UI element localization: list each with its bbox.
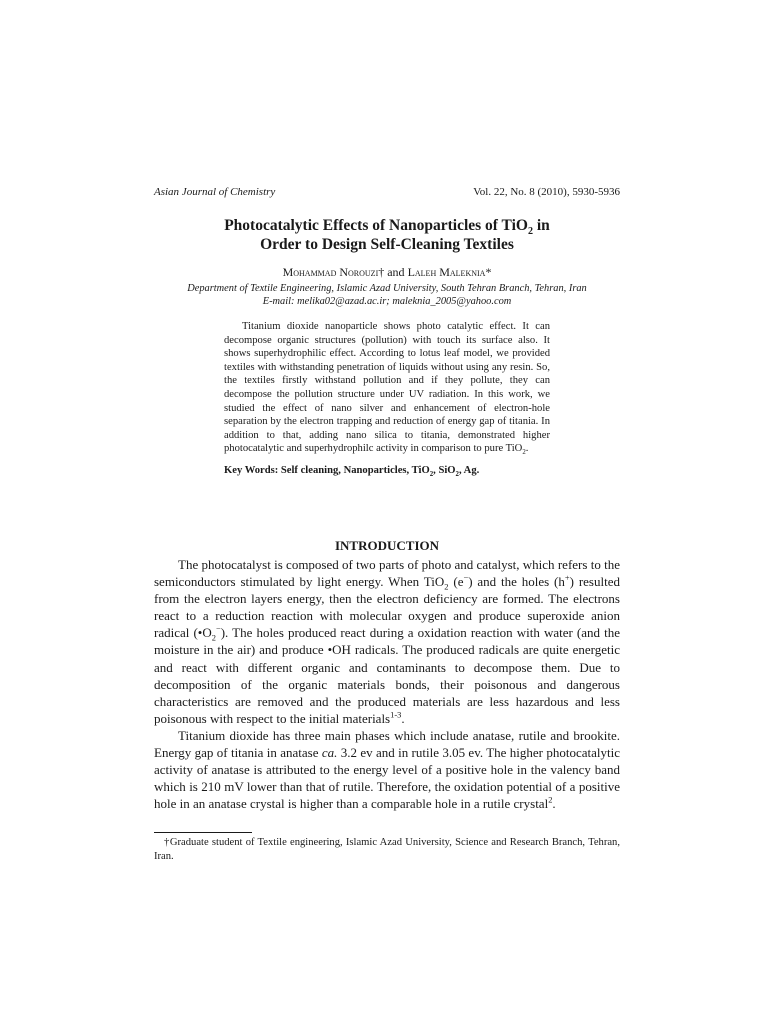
p1-sub-1: 2	[444, 581, 449, 592]
p1-radical: •O	[197, 625, 212, 641]
journal-name: Asian Journal of Chemistry	[154, 186, 276, 198]
paragraph-2	[154, 727, 620, 812]
author-joiner: and	[384, 265, 408, 279]
volume-citation: Vol. 22, No. 8 (2010), 5930-5936	[473, 186, 620, 198]
p1-sup-1: −	[463, 572, 469, 583]
title-line-1	[154, 216, 620, 238]
article-title	[154, 216, 620, 254]
author-2-mark: *	[485, 265, 492, 279]
introduction-body	[154, 556, 620, 812]
title-text-1b: in	[533, 217, 550, 234]
keywords-sub-2: 2	[455, 471, 459, 479]
author-1-mark: †	[378, 265, 385, 279]
abstract-text	[224, 320, 550, 456]
keywords-text: Key Words: Self cleaning, Nanoparticles, TiO	[224, 465, 430, 476]
title-text-1: Photocatalytic Effects of Nanoparticles of TiO	[224, 217, 528, 234]
abstract-subscript: 2	[522, 449, 526, 457]
email: E-mail: melika02@azad.ac.ir; maleknia_2005@yahoo.com	[262, 296, 512, 307]
p1-text-c: ) and the holes (h	[468, 574, 565, 590]
paragraph-1	[154, 556, 620, 727]
title-subscript: 2	[527, 226, 533, 238]
abstract	[224, 320, 550, 456]
author-1: Mohammad Norouzi	[282, 265, 379, 279]
p2-text-c: .	[552, 796, 556, 812]
title-line-2: Order to Design Self-Cleaning Textiles	[260, 236, 514, 253]
abstract-end: .	[525, 443, 529, 455]
footnote-rule	[154, 832, 252, 833]
section-heading: INTRODUCTION	[334, 538, 439, 553]
keywords	[224, 465, 550, 479]
p2-text-a: Titanium dioxide has three main phases which include anatase, rutile and brookite. Energy gap of titania in anatase	[154, 727, 620, 761]
p1-text-a: The photocatalyst is composed of two parts of photo and catalyst, which refers to the semiconductors stimulated by light energy. When TiO	[154, 557, 620, 590]
abstract-body: Titanium dioxide nanoparticle shows photo catalytic effect. It can decompose organic structures (pollution) with touch its surface also. It shows superhydrophilic effect. According to lotus leaf model, we provided textiles with withstanding penetration of liquids without using any resin. So, the textiles firstly withstand pollution and if they pollute, they can decompose the pollution structure under UV radiation. In this work, we studied the effect of nano silver and enhancement of electron-hole separation by the electron trapping and reduction of energy gap of titania. In addition to that, adding nano silica to titania, demonstrated higher photocatalytic and superhydrophilc activity in comparison to pure TiO	[224, 321, 550, 455]
p2-text-b: 3.2 ev and in rutile 3.05 ev. The higher photocatalytic activity of anatase is attributed to the energy level of a positive hole in the valency band which is 210 mV lower than that of rutile. Therefore, the oxidation potential of a positive hole in an anatase crystal is higher than a comparable hole in a rutile crystal	[154, 745, 620, 812]
affiliation-block	[140, 282, 634, 308]
p1-text-d: ) resulted from the electron layers energy, then the electron deficiency are formed. The electrons react to a reduction reaction with molecular oxygen and produce superoxide anion radical (	[154, 574, 620, 641]
p1-citation: 1-3	[390, 709, 402, 720]
keywords-text-2: , SiO	[433, 465, 456, 476]
p1-text-e: ). The holes produced react during a oxidation reaction with water (and the moisture in the air) and produce •OH radicals. The produced radicals are quite energetic and react with different organic and contaminants to decompose them. Due to decomposition of the organic materials bonds, their poisonous and dangerous characteristics are removed and the produced materials are less hazardous and less poisonous with respect to the initial materials	[154, 625, 620, 726]
footnote	[154, 836, 620, 864]
p1-sup-3: −	[215, 624, 221, 635]
p2-citation: 2	[548, 794, 553, 805]
p2-ca: ca.	[321, 745, 338, 761]
p1-sub-2: 2	[211, 632, 216, 643]
author-list	[154, 265, 620, 280]
p1-text-b: (e	[448, 574, 464, 590]
keywords-text-3: , Ag.	[458, 465, 480, 476]
affiliation: Department of Textile Engineering, Islamic Azad University, South Tehran Branch, Tehran, Iran	[187, 283, 587, 294]
keywords-sub-1: 2	[429, 471, 434, 479]
p1-text-f: .	[401, 710, 405, 726]
author-2: Laleh Maleknia	[407, 265, 486, 279]
footnote-text: †Graduate student of Textile engineering, Islamic Azad University, Science and Research Branch, Tehran, Iran.	[154, 837, 620, 862]
running-header	[154, 186, 620, 198]
p1-sup-2: +	[564, 572, 570, 583]
